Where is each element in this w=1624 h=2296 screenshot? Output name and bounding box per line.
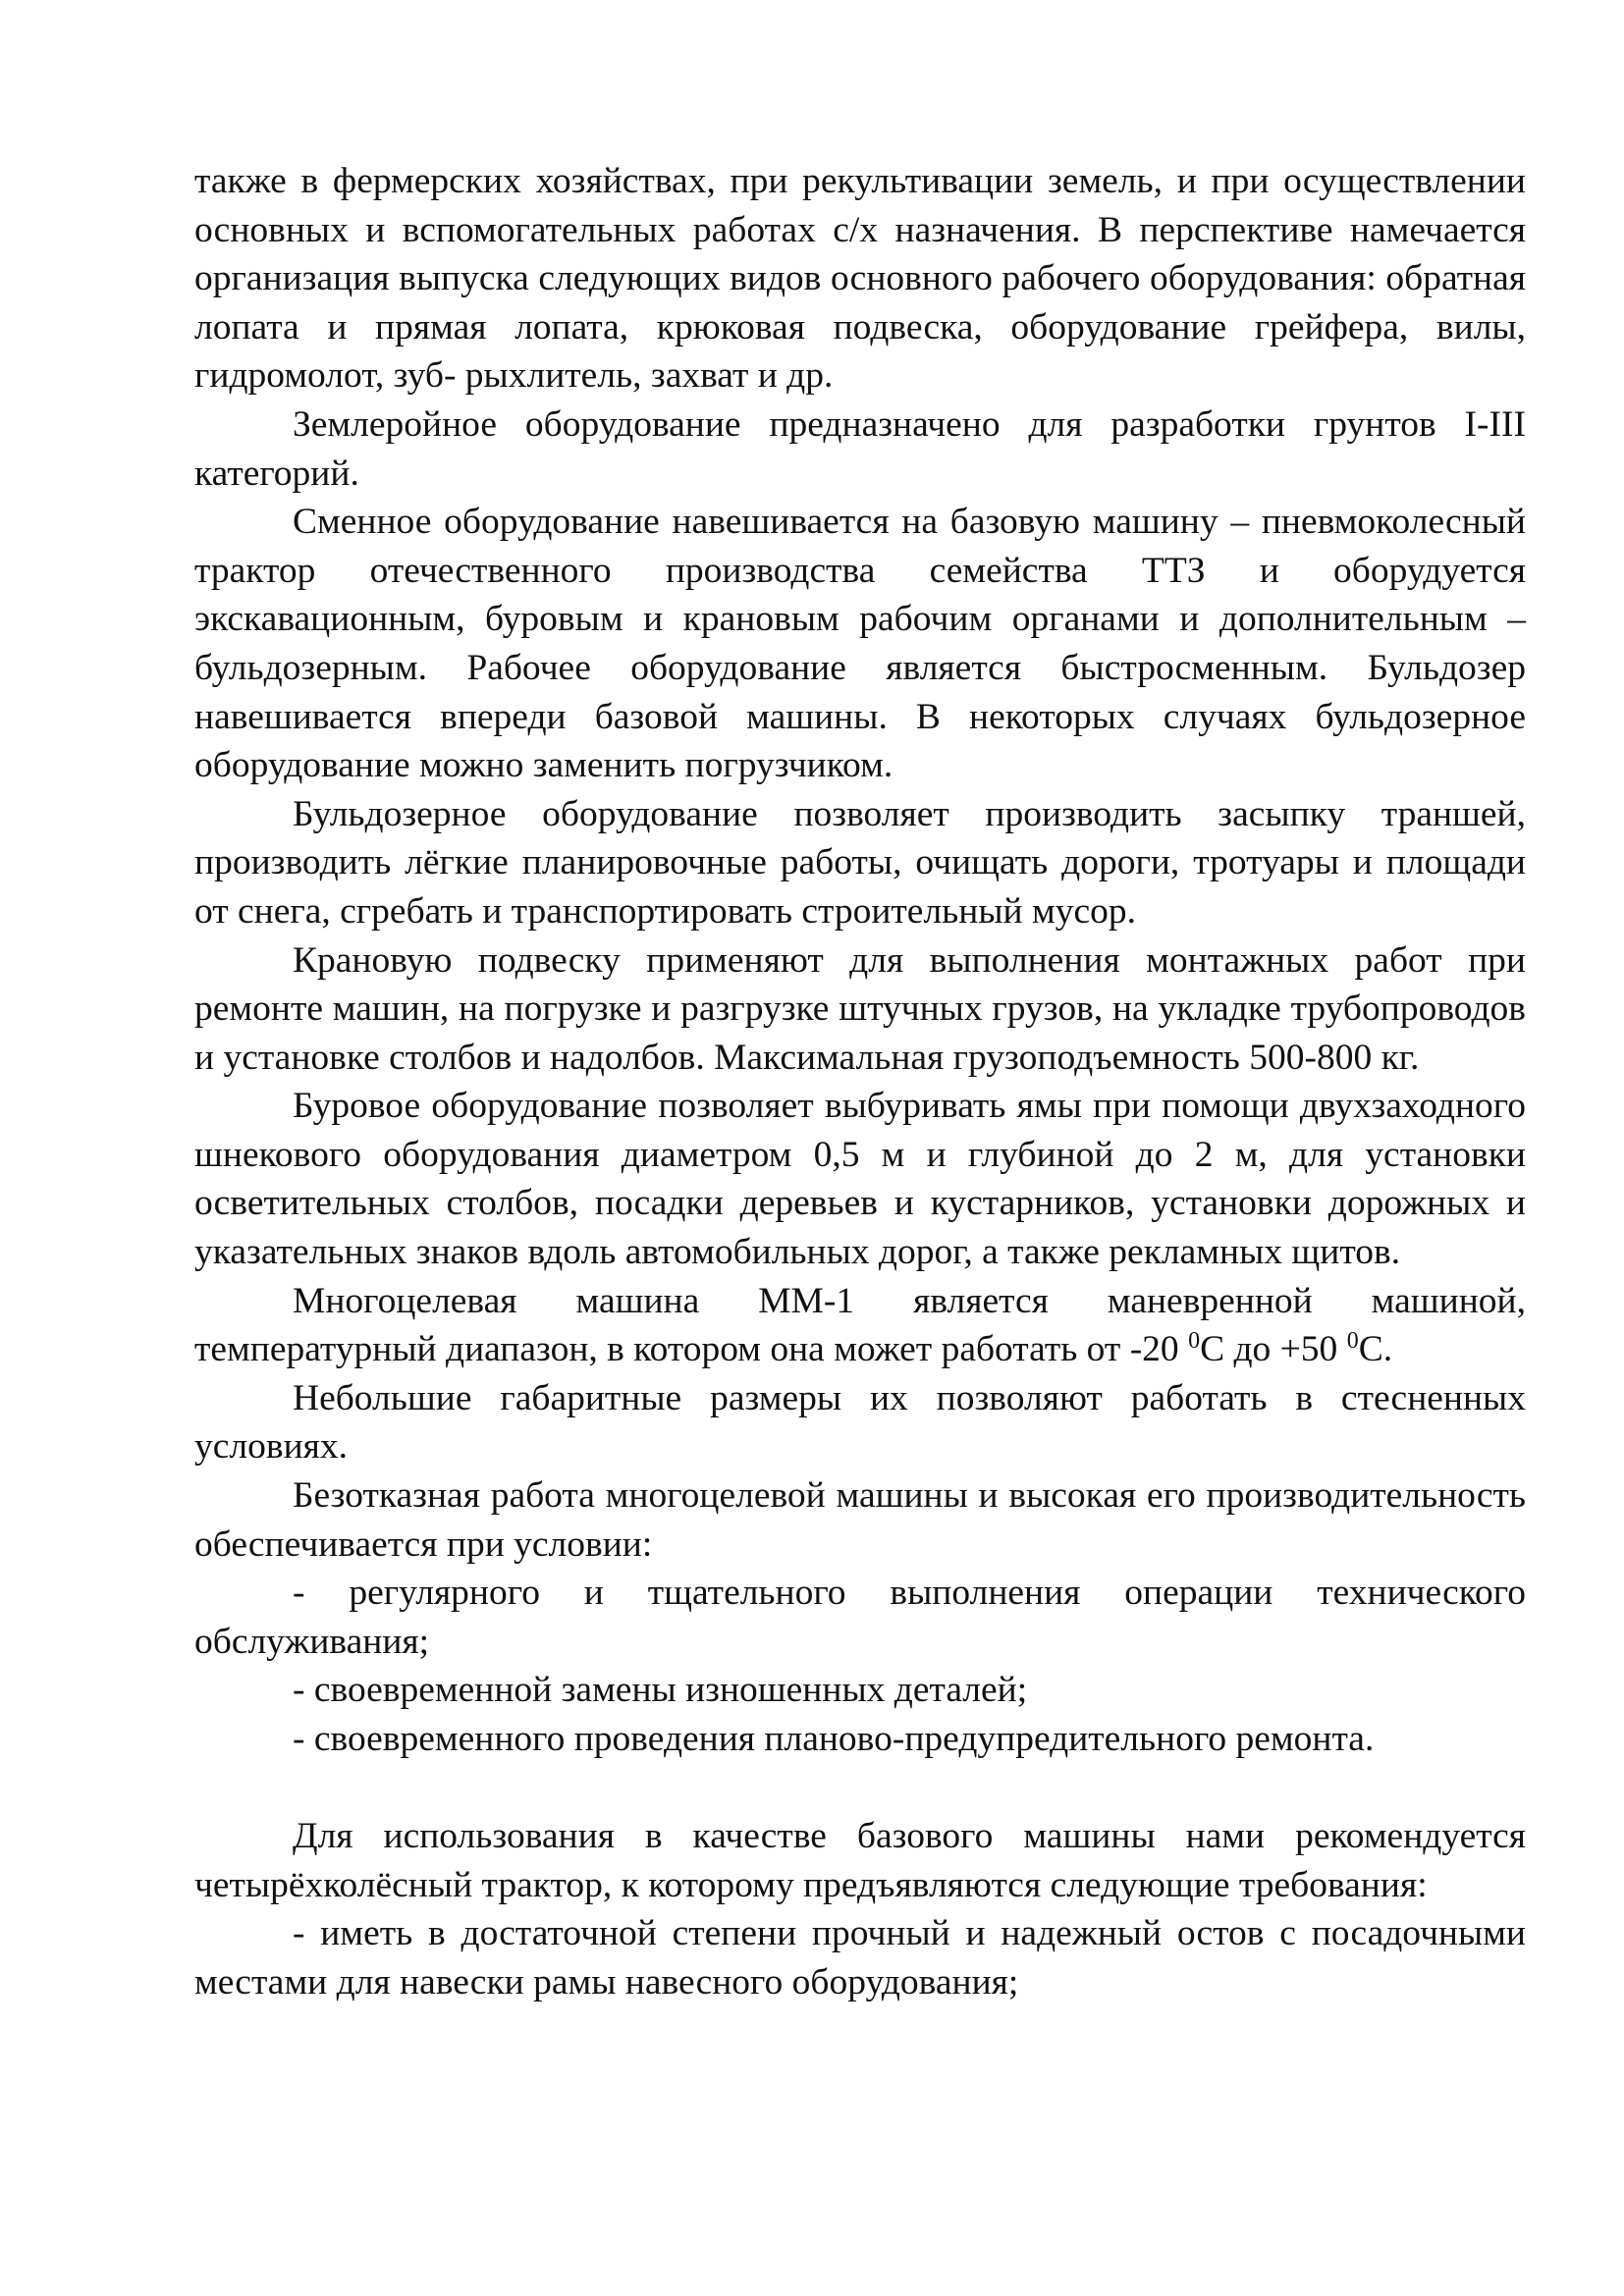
paragraph: Безотказная работа многоцелевой машины и высокая его производительность обеспечивается при условии: [194, 1475, 1526, 1565]
text-segment: С. [1358, 1329, 1393, 1370]
list-item: - своевременной замены изношенных деталей; [293, 1670, 1028, 1711]
paragraph: Землеройное оборудование предназначено для разработки грунтов I-III категорий. [194, 403, 1526, 494]
paragraph: Бульдозерное оборудование позволяет производить засыпку траншей, производить лёгкие планировочные работы, очищать дороги, тротуары и площади от снега, сгребать и транспортировать строительный мусор. [194, 793, 1526, 932]
paragraph: Для использования в качестве базового машины нами рекомендуется четырёхколёсный трактор, к которому предъявляются следующие требования: [194, 1816, 1526, 1905]
paragraph: также в фермерских хозяйствах, при рекультивации земель, и при осуществлении основных и вспомогательных работах с/х назначения. В перспективе намечается организация выпуска следующих видов основного рабочего оборудования: обратная лопата и прямая лопата, крюковая подвеска, оборудование грейфера, вилы, гидромолот, зуб- рыхлитель, захват и др. [194, 161, 1526, 397]
list-item: - регулярного и тщательного выполнения операции технического обслуживания; [194, 1573, 1526, 1662]
paragraph: Сменное оборудование навешивается на базовую машину – пневмоколесный трактор отечественного производства семейства ТТЗ и оборудуется экскавационным, буровым и крановым рабочим органами и дополнительным – бульдозерным. Рабочее оборудование является быстросменным. Бульдозер навешивается впереди базовой машины. В некоторых случаях бульдозерное оборудование можно заменить погрузчиком. [194, 502, 1526, 786]
document-body [194, 157, 1526, 2007]
text-segment: Многоцелевая машина ММ-1 является маневренной машиной, температурный диапазон, в котором она может работать от -20 [194, 1280, 1526, 1370]
superscript-degree: 0 [1188, 1328, 1201, 1355]
paragraph: Небольшие габаритные размеры их позволяют работать в стесненных условиях. [194, 1377, 1526, 1468]
superscript-degree: 0 [1346, 1328, 1359, 1355]
text-segment: С до +50 [1200, 1329, 1347, 1370]
paragraph: Буровое оборудование позволяет выбуривать ямы при помощи двухзаходного шнекового оборудования диаметром 0,5 м и глубиной до 2 м, для установки осветительных столбов, посадки деревьев и кустарников, установки дорожных и указательных знаков вдоль автомобильных дорог, а также рекламных щитов. [194, 1086, 1526, 1273]
paragraph-temperature [194, 1277, 1526, 1374]
paragraph: Крановую подвеску применяют для выполнения монтажных работ при ремонте машин, на погрузке и разгрузке штучных грузов, на укладке трубопроводов и установке столбов и надолбов. Максимальная грузоподъемность 500-800 кг. [194, 939, 1526, 1078]
list-item: - своевременного проведения планово-предупредительного ремонта. [293, 1719, 1375, 1759]
list-item: - иметь в достаточной степени прочный и надежный остов с посадочными местами для навески рамы навесного оборудования; [194, 1913, 1526, 2002]
